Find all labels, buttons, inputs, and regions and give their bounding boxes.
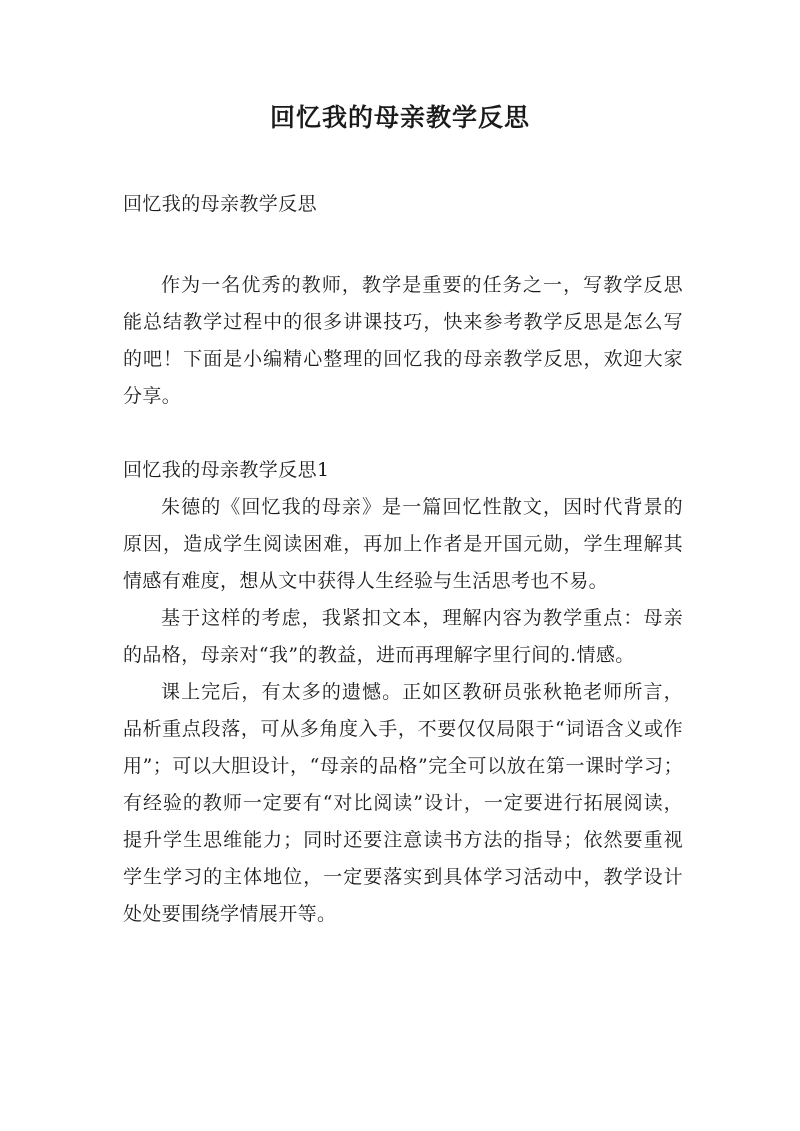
body-paragraph-2: 基于这样的考虑，我紧扣文本，理解内容为教学重点：母亲的品格，母亲对“我”的教益，进而再理解字里行间的.情感。 bbox=[123, 607, 683, 666]
body-paragraph-1: 朱德的《回忆我的母亲》是一篇回忆性散文，因时代背景的原因，造成学生阅读困难，再加上作者是开国元勋，学生理解其情感有难度，想从文中获得人生经验与生活思考也不易。 bbox=[123, 496, 683, 592]
spacer bbox=[123, 415, 683, 452]
document-title: 回忆我的母亲教学反思 bbox=[269, 103, 530, 132]
intro-paragraph: 作为一名优秀的教师，教学是重要的任务之一，写教学反思能总结教学过程中的很多讲课技巧，快来参考教学反思是怎么写的吧！下面是小编精心整理的回忆我的母亲教学反思，欢迎大家分享。 bbox=[123, 274, 683, 407]
body-paragraph-3: 课上完后，有太多的遗憾。正如区教研员张秋艳老师所言，品析重点段落，可从多角度入手，不要仅仅局限于“词语含义或作用”；可以大胆设计，“母亲的品格”完全可以放在第一课时学习；有经验的教师一定要有“对比阅读”设计，一定要进行拓展阅读，提升学生思维能力；同时还要注意读书方法的指导；依然要重视学生学习的主体地位，一定要落实到具体学习活动中，教学设计处处要围绕学情展开等。 bbox=[123, 681, 683, 925]
document-subtitle: 回忆我的母亲教学反思 bbox=[123, 193, 318, 215]
spacer bbox=[123, 223, 683, 267]
document-body bbox=[123, 186, 683, 933]
section-heading: 回忆我的母亲教学反思1 bbox=[123, 459, 330, 481]
